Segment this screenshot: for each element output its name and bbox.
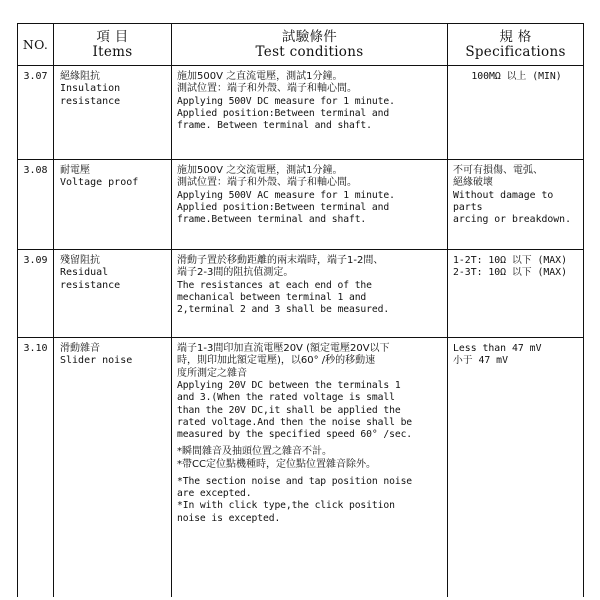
item-zh: 滑動雜音: [60, 343, 100, 354]
cond-zh-line: 端子1-3間印加直流電壓20V (額定電壓20V以下: [177, 343, 390, 354]
cond-en-line: rated voltage.And then the noise shall be: [177, 416, 413, 428]
cond-en-line: Applying 500V AC measure for 1 minute.: [177, 189, 395, 201]
cond-zh-line: 施加500V 之直流電壓，測試1分鐘。: [177, 71, 343, 82]
cond-en-line: mechanical between terminal 1 and: [177, 292, 367, 304]
cond-en-line: Applying 20V DC between the terminals 1: [177, 380, 401, 392]
item-zh: 耐電壓: [60, 165, 90, 176]
row-number: 3.08: [18, 160, 54, 250]
cond-zh-line: 度所測定之雜音: [177, 367, 247, 379]
cond-en-line: Applied position:Between terminal and: [177, 202, 390, 214]
item-zh: 殘留阻抗: [60, 255, 100, 266]
row-item: [54, 160, 172, 250]
row-specification: [448, 66, 584, 160]
spec-line: 小于 47 mV: [453, 355, 508, 367]
row-specification: [448, 338, 584, 598]
cond-en-line: The resistances at each end of the: [177, 279, 372, 291]
note-zh-line: *瞬間雜音及抽頭位置之雜音不計。: [177, 446, 332, 458]
table-row-residual-resistance: [18, 250, 584, 338]
cond-zh-line: 時，則印加此額定電壓)，以60° /秒的移動速: [177, 355, 376, 367]
row-number: 3.09: [18, 250, 54, 338]
spec-line: 絕緣破壞: [453, 177, 493, 189]
cond-en-line: measured by the specified speed 60° /sec.: [177, 429, 413, 441]
cond-zh-line: 測試位置：端子和外殼、端子和軸心間。: [177, 177, 357, 189]
spec-line: 不可有損傷、電弧、: [453, 165, 543, 176]
header-cond-zh: 試驗條件: [281, 28, 338, 45]
item-en-line: Insulation: [60, 83, 121, 95]
cond-zh-line: 測試位置：端子和外殼、端子和軸心間。: [177, 83, 357, 95]
header-test-conditions: [172, 24, 448, 66]
header-items-zh: 項 目: [96, 28, 129, 45]
spec-line: 100MΩ 以上 (MIN): [471, 71, 562, 82]
note-en-line: are excepted.: [177, 488, 252, 500]
row-specification: [448, 160, 584, 250]
cond-en-line: frame. Between terminal and shaft.: [177, 120, 372, 132]
header-no: NO.: [18, 24, 54, 66]
header-spec-en: Specifications: [465, 43, 566, 60]
table-header-row: [18, 24, 584, 66]
header-spec-zh: 規 格: [499, 28, 532, 45]
spec-line: Without damage to parts: [453, 189, 554, 214]
note-en-line: noise is excepted.: [177, 512, 281, 524]
spec-line: 2-3T: 10Ω 以下 (MAX): [453, 267, 567, 279]
cond-en-line: Applying 500V DC measure for 1 minute.: [177, 95, 395, 107]
cond-zh-line: 端子2-3間的阻抗值測定。: [177, 267, 294, 279]
item-en-line: Residual: [60, 267, 109, 279]
row-item: [54, 66, 172, 160]
item-en-line: Voltage proof: [60, 177, 139, 189]
row-specification: [448, 250, 584, 338]
note-zh-line: *帶CC定位點機種時，定位點位置雜音除外。: [177, 458, 376, 470]
header-cond-en: Test conditions: [255, 43, 364, 60]
cond-en-line: frame.Between terminal and shaft.: [177, 214, 367, 226]
cond-en-line: than the 20V DC,it shall be applied the: [177, 404, 401, 416]
row-item: [54, 338, 172, 598]
row-conditions: [172, 160, 448, 250]
item-zh: 絕緣阻抗: [60, 71, 100, 82]
header-specifications: [448, 24, 584, 66]
spec-sheet: [17, 23, 583, 593]
row-conditions: [172, 66, 448, 160]
spec-line: arcing or breakdown.: [453, 214, 571, 226]
test-conditions-table: [17, 23, 584, 597]
item-en-line: resistance: [60, 95, 121, 107]
table-row-insulation-resistance: [18, 66, 584, 160]
table-row-voltage-proof: [18, 160, 584, 250]
item-en-line: Slider noise: [60, 355, 133, 367]
header-items: [54, 24, 172, 66]
row-conditions: [172, 250, 448, 338]
item-en-line: resistance: [60, 279, 121, 291]
note-en-line: *The section noise and tap position noise: [177, 476, 413, 488]
table-row-slider-noise: [18, 338, 584, 598]
row-number: 3.10: [18, 338, 54, 598]
spec-line: Less than 47 mV: [453, 343, 542, 354]
row-number: 3.07: [18, 66, 54, 160]
cond-en-line: 2,terminal 2 and 3 shall be measured.: [177, 304, 390, 316]
row-conditions: [172, 338, 448, 598]
cond-zh-line: 滑動子置於移動距離的兩末端時，端子1-2間、: [177, 255, 384, 266]
row-item: [54, 250, 172, 338]
note-en-line: *In with click type,the click position: [177, 500, 395, 512]
cond-en-line: and 3.(When the rated voltage is small: [177, 392, 395, 404]
spec-line: 1-2T: 10Ω 以下 (MAX): [453, 255, 567, 266]
cond-zh-line: 施加500V 之交流電壓，測試1分鐘。: [177, 165, 343, 176]
cond-en-line: Applied position:Between terminal and: [177, 108, 390, 120]
header-items-en: Items: [92, 43, 133, 60]
